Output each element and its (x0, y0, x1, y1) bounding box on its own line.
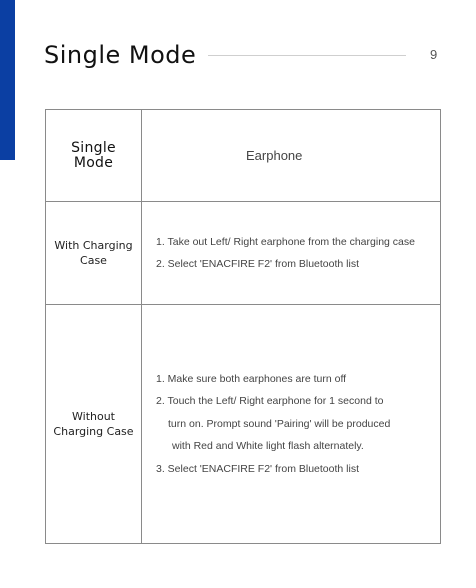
row-label-line-2: Charging Case (53, 425, 134, 438)
step-text: 2. Select 'ENACFIRE F2' from Bluetooth list (156, 258, 359, 270)
row-label-cell (46, 202, 142, 305)
table-header-row (46, 110, 441, 202)
row-steps-cell (142, 305, 441, 544)
step-text: with Red and White light flash alternately. (172, 440, 364, 453)
page-title: Single Mode (44, 41, 197, 69)
row-label-line-2: Case (80, 254, 107, 267)
row-label-cell (46, 305, 142, 544)
device-header-cell: Earphone (142, 110, 441, 202)
table-row (46, 202, 441, 305)
row-steps-cell (142, 202, 441, 305)
row-label-line-1: Without (72, 410, 115, 423)
accent-bar (0, 0, 15, 160)
mode-header-line-1: Single (71, 139, 116, 156)
mode-header-line-2: Mode (73, 154, 114, 171)
mode-header-cell (46, 110, 142, 202)
single-mode-table (45, 109, 441, 544)
step-text: 1. Take out Left/ Right earphone from the charging case (156, 235, 415, 248)
table-row (46, 305, 441, 544)
step-text: 2. Touch the Left/ Right earphone for 1 second to (156, 395, 384, 408)
step-text: 1. Make sure both earphones are turn off (156, 372, 347, 385)
row-label-line-1: With Charging (54, 239, 133, 252)
step-text: turn on. Prompt sound 'Pairing' will be produced (168, 417, 391, 430)
step-text: 3. Select 'ENACFIRE F2' from Bluetooth list (156, 462, 359, 475)
title-divider (208, 55, 406, 56)
page-number: 9 (430, 47, 438, 62)
